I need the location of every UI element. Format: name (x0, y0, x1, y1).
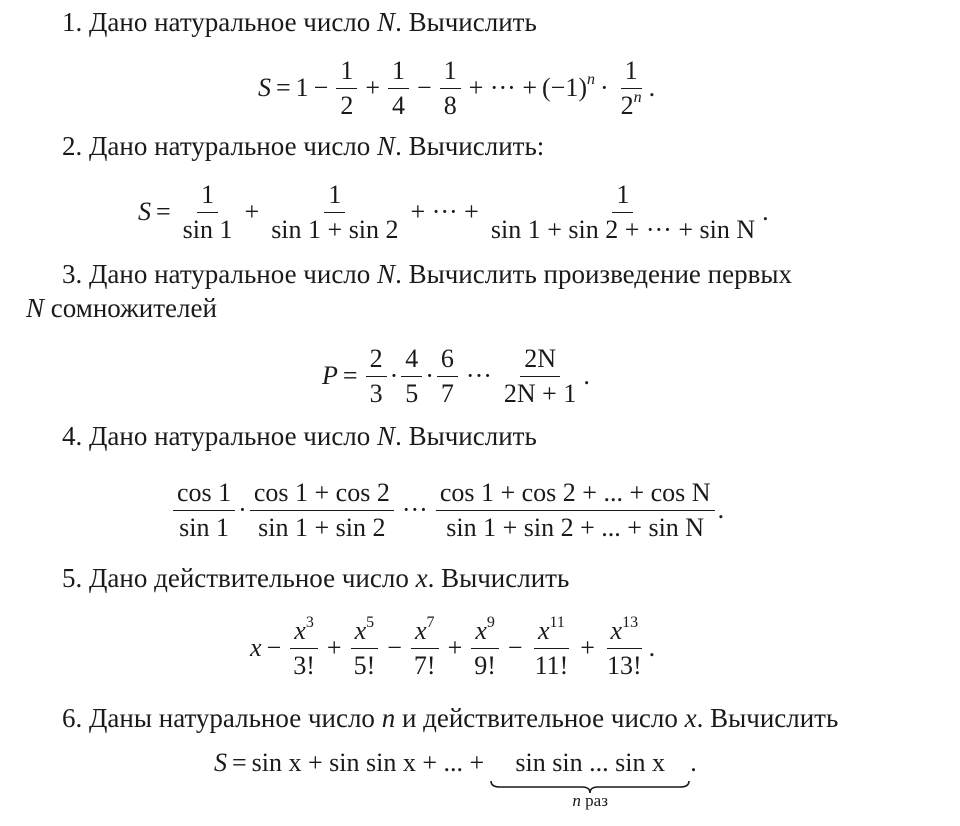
numerator-base: x (475, 615, 487, 645)
fraction (336, 56, 357, 121)
fraction (401, 344, 422, 409)
operator: + ··· + (468, 73, 537, 102)
task-4-text-end: . Вычислить (395, 421, 537, 451)
numerator: 2 (366, 344, 387, 377)
denominator: sin 1 + sin 2 + ··· + sin N (490, 214, 756, 244)
numerator (607, 613, 643, 649)
task-4-text: Дано натуральное число (89, 421, 371, 451)
operator: · (425, 361, 434, 390)
numerator-base: x (294, 615, 306, 645)
task-2-number: 2. (62, 131, 83, 161)
task-2-variable: N (377, 131, 396, 161)
operator: + (326, 633, 342, 662)
operator: · (389, 361, 399, 390)
task-5-number: 5. (62, 563, 83, 593)
denominator (617, 89, 646, 121)
operator: − (417, 73, 432, 102)
fraction (470, 613, 500, 681)
denominator: 11! (534, 650, 569, 680)
numerator: cos 1 + cos 2 + ... + cos N (436, 478, 715, 511)
task-4-number: 4. (62, 421, 83, 451)
fraction (437, 344, 458, 409)
fraction (603, 613, 646, 681)
task-1-statement (62, 6, 537, 38)
task-3-text: Дано натуральное число (89, 259, 371, 289)
denominator: sin 1 + sin 2 (271, 214, 399, 244)
fraction (289, 613, 319, 681)
operator: − (507, 633, 523, 662)
period: . (717, 495, 725, 524)
fraction (350, 613, 380, 681)
denominator: 2 (340, 90, 354, 120)
period: . (648, 633, 656, 662)
numerator: 1 (336, 56, 357, 89)
fraction (487, 180, 759, 245)
numerator-exponent: 3 (305, 613, 314, 631)
term-one: 1 (295, 73, 309, 102)
numerator-base: x (610, 615, 623, 645)
fraction (179, 180, 237, 245)
task-2-text: Дано натуральное число (89, 131, 371, 161)
fraction (531, 613, 573, 681)
numerator: 6 (437, 344, 458, 377)
task-2-formula (138, 172, 769, 252)
numerator (290, 613, 318, 649)
task-6-number: 6. (62, 703, 83, 733)
numerator (534, 613, 569, 649)
numerator-base: x (354, 615, 367, 645)
task-3-formula (322, 336, 590, 416)
task-3-text-end: . Вычислить произведение первых (395, 259, 792, 289)
task-5-text-end: . Вычислить (427, 563, 570, 593)
task-1-number: 1. (62, 7, 83, 37)
denominator: sin 1 + sin 2 + ... + sin N (446, 512, 705, 542)
term-x: x (250, 633, 262, 662)
equals-sign: = (156, 197, 171, 226)
task-3-variable-2: N (26, 293, 45, 323)
fraction (388, 56, 409, 121)
period: . (648, 73, 656, 102)
task-6-statement (62, 702, 838, 734)
task-4-statement (62, 420, 537, 452)
fraction (617, 56, 646, 121)
operator: − (387, 633, 402, 662)
denominator: 5! (353, 650, 376, 680)
task-3-text-line-2: сомножителей (50, 293, 217, 323)
denominator: 9! (474, 650, 496, 680)
task-1-text: Дано натуральное число (89, 7, 371, 37)
denominator: 3 (369, 378, 383, 408)
denominator: sin 1 (182, 214, 233, 244)
task-6-text-mid: и действительное число (401, 703, 678, 733)
task-2-text-end: . Вычислить: (395, 131, 545, 161)
task-1-text-end: . Вычислить (395, 7, 537, 37)
task-4-formula (170, 470, 724, 550)
numerator-base: x (537, 615, 550, 645)
sign-base: (−1) (542, 73, 587, 102)
fraction (366, 344, 387, 409)
ellipsis: ··· (401, 495, 428, 524)
numerator: 2N (520, 344, 560, 377)
denominator: 8 (443, 90, 457, 120)
formula-lhs: S (138, 197, 151, 226)
numerator (411, 613, 439, 649)
task-3-number: 3. (62, 259, 83, 289)
fraction (440, 56, 461, 121)
task-5-variable: x (415, 563, 428, 593)
task-6-variable-x: x (684, 703, 697, 733)
series-terms: sin x + sin sin x + ... + (251, 748, 485, 777)
numerator: 1 (197, 180, 218, 213)
period: . (762, 197, 769, 226)
fraction (173, 478, 235, 543)
sign-exponent: n (586, 71, 595, 88)
fraction (410, 613, 440, 681)
task-4-variable: N (377, 421, 396, 451)
fraction (500, 344, 580, 409)
equals-sign: = (232, 748, 247, 777)
numerator: 1 (621, 56, 642, 89)
numerator-exponent: 11 (549, 613, 565, 631)
formula-lhs: S (258, 73, 271, 102)
denominator: sin 1 (179, 512, 229, 542)
formula-lhs: P (322, 361, 338, 390)
period: . (690, 748, 697, 777)
equals-sign: = (276, 73, 291, 102)
task-6-formula (214, 746, 697, 826)
operator: − (313, 73, 329, 102)
denominator: 13! (606, 650, 642, 680)
fraction (436, 478, 715, 543)
operator: + (244, 197, 260, 226)
numerator (351, 613, 379, 649)
denominator-exponent: n (633, 88, 642, 106)
task-6-text: Даны натуральное число (89, 703, 375, 733)
operator: + ··· + (410, 197, 479, 226)
numerator: 1 (388, 56, 409, 89)
denominator-base: 2 (620, 90, 634, 120)
numerator: 1 (612, 180, 633, 213)
operator: + (447, 633, 463, 662)
task-5-statement (62, 562, 569, 594)
task-3-variable: N (377, 259, 396, 289)
numerator: 1 (440, 56, 461, 89)
formula-lhs: S (214, 748, 227, 777)
numerator: 1 (324, 180, 345, 213)
denominator: 7! (413, 650, 436, 680)
denominator: 5 (405, 378, 419, 408)
denominator: 2N + 1 (503, 378, 577, 408)
underbrace-label (572, 792, 608, 810)
numerator-exponent: 7 (426, 613, 435, 631)
operator: · (238, 495, 247, 524)
denominator: sin 1 + sin 2 (258, 512, 386, 542)
period: . (583, 361, 590, 390)
underbrace-term (490, 746, 690, 810)
fraction (250, 478, 394, 543)
numerator-exponent: 9 (486, 613, 495, 631)
task-6-text-end: . Вычислить (696, 703, 839, 733)
operator: · (599, 73, 609, 102)
operator: + (580, 633, 595, 662)
task-6-variable-n: n (381, 703, 396, 733)
numerator: cos 1 (173, 478, 235, 511)
numerator (471, 613, 499, 649)
denominator: 3! (293, 650, 315, 680)
ellipsis: ··· (465, 361, 492, 390)
task-1-formula (258, 48, 655, 128)
operator: + (365, 73, 381, 102)
task-3-statement-line-2 (26, 292, 217, 324)
sign-term (542, 73, 595, 103)
task-5-text: Дано действительное число (89, 563, 409, 593)
denominator: 4 (392, 90, 406, 120)
numerator-exponent: 5 (366, 613, 375, 631)
numerator: cos 1 + cos 2 (250, 478, 394, 511)
numerator-base: x (414, 615, 427, 645)
fraction (267, 180, 402, 245)
equals-sign: = (342, 361, 358, 390)
task-3-statement (62, 258, 792, 290)
task-1-variable: N (377, 7, 396, 37)
underbrace-variable: n (572, 791, 581, 810)
task-5-formula (250, 608, 655, 688)
nested-sin-term: sin sin ... sin x (515, 748, 665, 777)
denominator: 7 (440, 378, 454, 408)
underbrace-text: раз (585, 791, 608, 810)
operator: − (266, 633, 282, 662)
numerator: 4 (401, 344, 422, 377)
task-2-statement (62, 130, 544, 162)
numerator-exponent: 13 (622, 613, 639, 631)
